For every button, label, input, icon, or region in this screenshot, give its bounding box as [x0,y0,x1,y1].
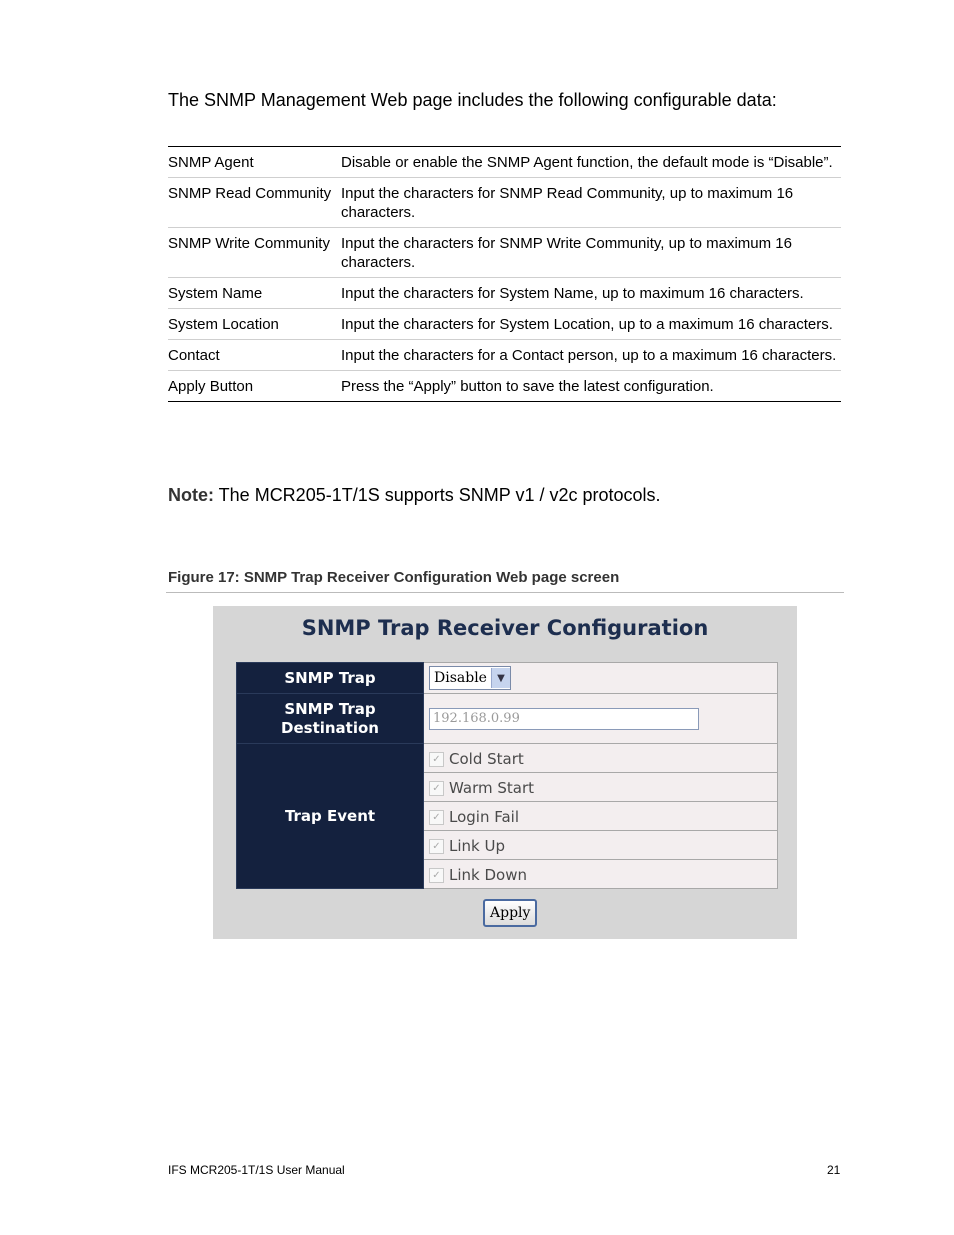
trap-receiver-screenshot [213,606,797,939]
table-row [237,694,778,744]
description-cell: Input the characters for System Location, up to a maximum 16 characters. [341,309,841,340]
cold-start-checkbox[interactable] [429,750,524,768]
trap-destination-cell [424,694,778,744]
term-cell: SNMP Agent [168,147,341,178]
table-row [168,147,841,178]
snmp-trap-label: SNMP Trap [237,663,424,694]
event-cell [424,831,778,860]
footer-manual-title: IFS MCR205-1T/1S User Manual [168,1163,345,1177]
description-cell: Press the “Apply” button to save the latest configuration. [341,378,714,395]
warm-start-checkbox[interactable] [429,779,534,797]
trap-destination-label-line2: Destination [281,718,379,737]
term-cell: System Name [168,278,341,309]
check-icon: ✓ [429,839,444,854]
definitions-table [168,146,841,402]
term-cell: Contact [168,340,341,371]
event-cell [424,773,778,802]
check-icon: ✓ [429,868,444,883]
page-number: 21 [827,1163,841,1177]
checkbox-label: Warm Start [449,779,534,798]
snmp-trap-selected-value: Disable [434,670,487,686]
table-row [168,340,841,371]
table-row [237,663,778,694]
note [168,485,661,506]
table-row [168,228,841,278]
description-cell: Input the characters for SNMP Read Community, up to maximum 16 characters. [341,178,841,228]
event-cell [424,860,778,889]
check-icon: ✓ [429,752,444,767]
trap-destination-label [237,694,424,744]
link-down-checkbox[interactable] [429,866,527,884]
checkbox-label: Link Down [449,866,527,885]
note-text: The MCR205-1T/1S supports SNMP v1 / v2c protocols. [214,485,661,505]
trap-destination-input[interactable]: 192.168.0.99 [429,708,699,730]
intro-text: The SNMP Management Web page includes the following configurable data: [168,90,777,110]
note-label: Note: [168,485,214,505]
description-cell: Disable or enable the SNMP Agent function, the default mode is “Disable”. [341,147,841,178]
check-icon: ✓ [429,810,444,825]
trap-event-label: Trap Event [237,744,424,889]
checkbox-label: Cold Start [449,750,524,769]
checkbox-label: Login Fail [449,808,520,827]
table-row [237,744,778,773]
term-cell: SNMP Write Community [168,228,341,278]
link-up-checkbox[interactable] [429,837,505,855]
event-cell [424,744,778,773]
description-cell: Input the characters for System Name, up to maximum 16 characters. [341,278,841,309]
table-row [168,278,841,309]
term-cell: Apply Button [168,378,254,395]
term-cell: SNMP Read Community [168,178,341,228]
login-fail-checkbox[interactable] [429,808,519,826]
figure-caption: Figure 17: SNMP Trap Receiver Configuration Web page screen [168,569,620,586]
checkbox-label: Link Up [449,837,505,856]
table-row [168,371,841,402]
trap-destination-label-line1: SNMP Trap [284,699,376,718]
chevron-down-icon[interactable]: ▼ [491,668,510,688]
check-icon: ✓ [429,781,444,796]
snmp-trap-cell [424,663,778,694]
snmp-trap-select[interactable] [429,666,511,690]
trap-config-table [236,662,778,889]
event-cell [424,802,778,831]
caption-divider [166,592,844,593]
table-row [168,309,841,340]
term-cell: System Location [168,309,341,340]
table-row [168,178,841,228]
description-cell: Input the characters for SNMP Write Community, up to maximum 16 characters. [341,228,841,278]
description-cell: Input the characters for a Contact person, up to a maximum 16 characters. [341,340,841,371]
screenshot-title: SNMP Trap Receiver Configuration [301,616,709,640]
apply-button[interactable]: Apply [483,899,537,927]
